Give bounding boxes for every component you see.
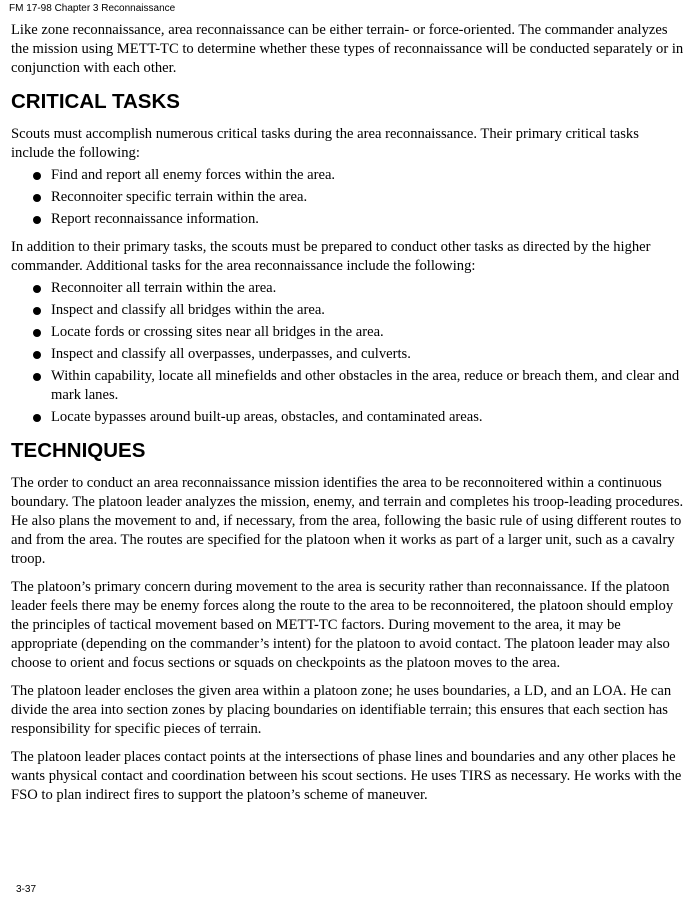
list-item-text: Find and report all enemy forces within the area.	[51, 167, 336, 183]
list-item-text: Within capability, locate all minefields and other obstacles in the area, reduce or breach them, and clear and mark lanes.	[51, 368, 680, 403]
techniques-paragraph: The platoon leader encloses the given area within a platoon zone; he uses boundaries, a LD, and an LOA. He can divide the area into section zones by placing boundaries on identifiable terrain; this ensures that each section has responsibility for specific pieces of terrain.	[11, 683, 672, 737]
list-item	[11, 188, 685, 207]
bullet-icon	[33, 307, 41, 315]
techniques-paragraph: The platoon’s primary concern during movement to the area is security rather than reconnaissance. If the platoon leader feels there may be enemy forces along the route to the area to be reconnoitered, the platoon should employ the principles of tactical movement based on METT-TC factors. During movement to the area, it may be appropriate (depending on the commander’s intent) for the platoon to avoid contact. The platoon leader may also choose to orient and focus sections or squads on checkpoints as the platoon moves to the area.	[11, 579, 674, 671]
list-item	[11, 166, 685, 185]
list-item	[11, 345, 685, 364]
list-item-text: Reconnoiter specific terrain within the area.	[51, 189, 308, 205]
bullet-icon	[33, 285, 41, 293]
bullet-icon	[33, 216, 41, 224]
list-item-text: Locate fords or crossing sites near all bridges in the area.	[51, 324, 384, 340]
intro-paragraph: Like zone reconnaissance, area reconnaissance can be either terrain- or force-oriented. The commander analyzes the mission using METT-TC to determine whether these types of reconnaissance will be conducted separately or in conjunction with each other.	[11, 22, 684, 76]
techniques-heading: TECHNIQUES	[11, 439, 146, 462]
list-item-text: Report reconnaissance information.	[51, 211, 259, 227]
page-content	[11, 21, 685, 805]
bullet-icon	[33, 351, 41, 359]
bullet-icon	[33, 194, 41, 202]
bullet-icon	[33, 414, 41, 422]
additional-tasks-intro: In addition to their primary tasks, the scouts must be prepared to conduct other tasks as directed by the higher commander. Additional tasks for the area reconnaissance include the following:	[11, 239, 651, 274]
list-item	[11, 210, 685, 229]
additional-tasks-list	[11, 279, 685, 427]
list-item-text: Locate bypasses around built-up areas, obstacles, and contaminated areas.	[51, 409, 483, 425]
running-head: FM 17-98 Chapter 3 Reconnaissance	[9, 3, 176, 14]
list-item	[11, 367, 685, 405]
bullet-icon	[33, 329, 41, 337]
list-item	[11, 279, 685, 298]
techniques-paragraph: The platoon leader places contact points at the intersections of phase lines and boundaries and any other places he wants physical contact and coordination between his scout sections. He uses TIRS as necessary. He works with the FSO to plan indirect fires to support the platoon’s scheme of maneuver.	[11, 749, 682, 803]
list-item-text: Inspect and classify all overpasses, underpasses, and culverts.	[51, 346, 411, 362]
critical-tasks-intro: Scouts must accomplish numerous critical tasks during the area reconnaissance. Their primary critical tasks include the following:	[11, 126, 639, 161]
bullet-icon	[33, 373, 41, 381]
techniques-paragraph: The order to conduct an area reconnaissance mission identifies the area to be reconnoitered within a continuous boundary. The platoon leader analyzes the mission, enemy, and terrain and completes his troop-leading procedures. He also plans the movement to and, if necessary, from the area, following the basic rule of using different routes to and from the area. The routes are specified for the platoon when it works as part of a larger unit, such as a cavalry troop.	[11, 475, 684, 567]
list-item-text: Inspect and classify all bridges within the area.	[51, 302, 325, 318]
primary-tasks-list	[11, 166, 685, 229]
list-item	[11, 408, 685, 427]
list-item-text: Reconnoiter all terrain within the area.	[51, 280, 277, 296]
list-item	[11, 323, 685, 342]
critical-tasks-heading: CRITICAL TASKS	[11, 90, 180, 113]
page-number: 3-37	[16, 884, 37, 895]
bullet-icon	[33, 172, 41, 180]
list-item	[11, 301, 685, 320]
